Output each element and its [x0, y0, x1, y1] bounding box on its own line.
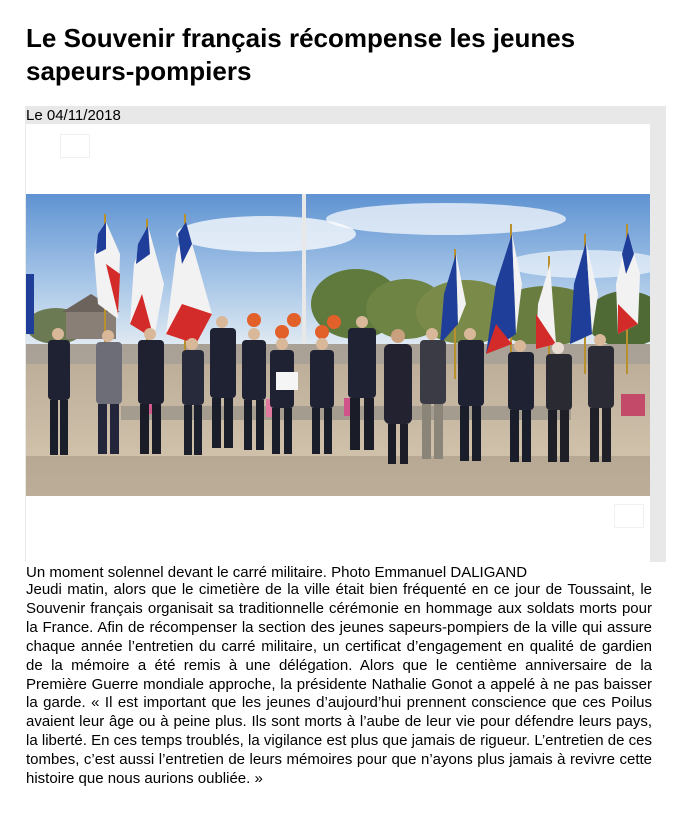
- photo-canvas: [26, 124, 650, 562]
- flowers: [621, 394, 645, 416]
- cloud: [326, 203, 566, 235]
- article-body: Jeudi matin, alors que le cimetière de la ville était bien fréquenté en ce jour de Toussaint, le Souvenir français organisait sa traditionnelle cérémonie en hommage aux soldats morts pour la France. Afin de récompenser la section des jeunes sapeurs-pompiers de la ville qui assure chaque année l’entretien du carré militaire, un certificat d’engagement en qualité de gardien de la mémoire a été remis à une délégation. Alors que le centième anniversaire de la Première Guerre mondiale approche, la présidente Nathalie Gonot a appelé à ne pas baisser la garde. « Il est important que les jeunes d’aujourd’hui prennent conscience que ces Poilus avaient leur âge ou à peine plus. Ils sont morts à l’aube de leur vie pour défendre leurs pays, la liberté. En ces temps troublés, la vigilance est plus que jamais de rigueur. L’entretien de ces tombes, c’est aussi l’entretien de leurs mémoires pour que n’ayons plus jamais à revivre cette histoire que nous aurions oubliée. »: [26, 581, 652, 788]
- article-date: Le 04/11/2018: [26, 107, 121, 124]
- flagpole: [302, 194, 306, 364]
- article-title: Le Souvenir français récompense les jeunes sapeurs-pompiers: [26, 23, 576, 86]
- watermark-icon: [614, 504, 644, 528]
- photo-caption: Un moment solennel devant le carré militaire. Photo Emmanuel DALIGAND: [26, 564, 528, 581]
- ceremony-photo: [26, 194, 650, 496]
- ceremony-photo-image: [26, 194, 650, 496]
- watermark-icon: [60, 134, 90, 158]
- photo-frame: [25, 106, 666, 562]
